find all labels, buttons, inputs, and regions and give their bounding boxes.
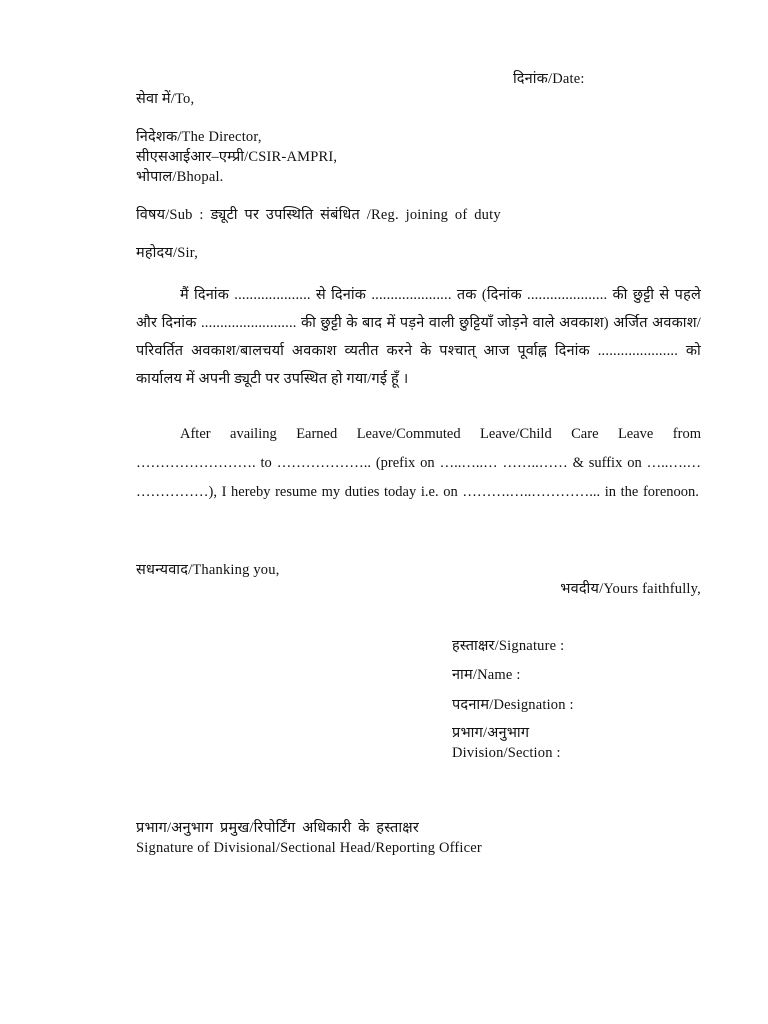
hindi-body-paragraph — [136, 281, 701, 393]
division-field-english: Division/Section : — [452, 745, 561, 761]
subject-line: विषय/Sub : ड्यूटी पर उपस्थिति संबंधित /Reg. joining of duty — [136, 207, 501, 223]
signature-field: हस्ताक्षर/Signature : — [452, 638, 565, 654]
english-body-text: After availing Earned Leave/Commuted Leave/Child Care Leave from ……………………. to ……………….. (prefix on …..…..… ……..…… & suffix on …..….… ……………), I hereby resume my duties today i.e. on ……….…..…………... in the forenoon. — [136, 426, 701, 500]
english-body-paragraph — [136, 420, 701, 507]
hindi-body-text: मैं दिनांक .................... से दिनांक ..................... तक (दिनांक ..................... की छुट्टी से पहले और दिनांक ......................... की छुट्टी के बाद में पड़ने वाली छुट्टियाँ जोड़ने वाले अवकाश) अर्जित अवकाश/परिवर्तित अवकाश/बालचर्या अवकाश व्यतीत करने के पश्चात् आज पूर्वाह्न दिनांक ..................... को कार्यालय में अपनी ड्यूटी पर उपस्थित हो गया/गई हूँ । — [136, 287, 701, 387]
reporting-officer-english: Signature of Divisional/Sectional Head/Reporting Officer — [136, 840, 482, 856]
addressee-line-1: निदेशक/The Director, — [136, 129, 262, 145]
date-label: दिनांक/Date: — [513, 71, 585, 87]
to-label: सेवा में/To, — [136, 91, 195, 107]
division-field-hindi: प्रभाग/अनुभाग — [452, 725, 530, 741]
salutation: महोदय/Sir, — [136, 245, 199, 261]
designation-field: पदनाम/Designation : — [452, 697, 574, 713]
name-field: नाम/Name : — [452, 667, 521, 683]
addressee-line-3: भोपाल/Bhopal. — [136, 169, 224, 185]
closing-thanks: सधन्यवाद/Thanking you, — [136, 562, 280, 578]
reporting-officer-hindi: प्रभाग/अनुभाग प्रमुख/रिपोर्टिंग अधिकारी के हस्ताक्षर — [136, 820, 419, 836]
closing-yours-faithfully: भवदीय/Yours faithfully, — [560, 581, 701, 597]
addressee-line-2: सीएसआईआर–एम्प्री/CSIR-AMPRI, — [136, 149, 338, 165]
